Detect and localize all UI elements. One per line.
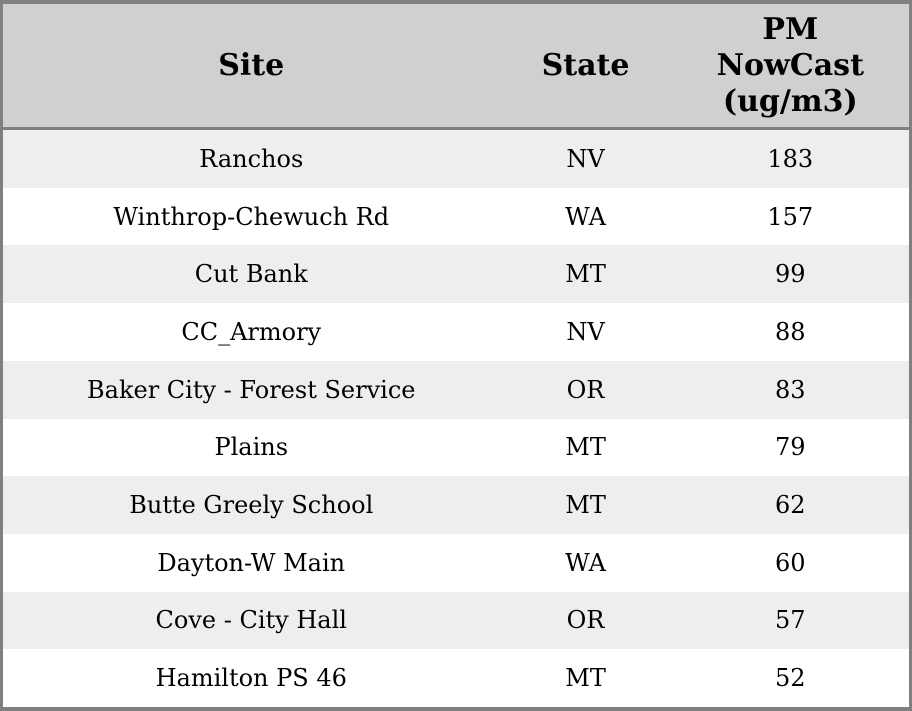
site-cell: Cut Bank: [194, 260, 308, 289]
site-cell: Dayton-W Main: [157, 548, 346, 577]
pm-value-cell: 88: [775, 317, 806, 346]
state-cell: WA: [565, 548, 606, 577]
pm-value-cell: 157: [767, 202, 814, 231]
site-cell: Ranchos: [199, 144, 304, 173]
state-cell: NV: [566, 144, 605, 173]
pm-value-cell: 99: [775, 260, 806, 289]
site-cell: Hamilton PS 46: [155, 664, 347, 693]
state-cell: MT: [565, 260, 606, 289]
pm-value-cell: 52: [775, 664, 806, 693]
table-row: [3, 419, 909, 477]
state-cell: NV: [566, 317, 605, 346]
table-row: [3, 130, 909, 188]
pm-value-cell: 83: [775, 375, 806, 404]
pm-value-cell: 60: [775, 548, 806, 577]
table-row: [3, 188, 909, 246]
column-header-pm-nowcast-label: PM NowCast (ug/m3): [716, 11, 864, 119]
column-header-site: Site: [218, 47, 285, 83]
table-body: [3, 130, 909, 707]
table-row: [3, 476, 909, 534]
table-row: [3, 303, 909, 361]
site-cell: Winthrop-Chewuch Rd: [113, 202, 390, 231]
pm-value-cell: 79: [775, 433, 806, 462]
state-cell: OR: [566, 606, 605, 635]
site-cell: CC_Armory: [181, 317, 322, 346]
site-cell: Butte Greely School: [129, 491, 374, 520]
table-row: [3, 534, 909, 592]
column-header-pm-nowcast: [672, 12, 909, 120]
site-cell: Plains: [214, 433, 289, 462]
table-row: [3, 592, 909, 650]
pm-value-cell: 62: [775, 491, 806, 520]
site-cell: Baker City - Forest Service: [87, 375, 416, 404]
site-cell: Cove - City Hall: [155, 606, 347, 635]
state-cell: MT: [565, 664, 606, 693]
table-header-row: [3, 4, 909, 130]
table-row: [3, 649, 909, 707]
state-cell: MT: [565, 491, 606, 520]
state-cell: OR: [566, 375, 605, 404]
state-cell: WA: [565, 202, 606, 231]
column-header-state: State: [541, 47, 630, 83]
pm-value-cell: 183: [767, 144, 814, 173]
table-row: [3, 361, 909, 419]
table-row: [3, 245, 909, 303]
pm-value-cell: 57: [775, 606, 806, 635]
state-cell: MT: [565, 433, 606, 462]
